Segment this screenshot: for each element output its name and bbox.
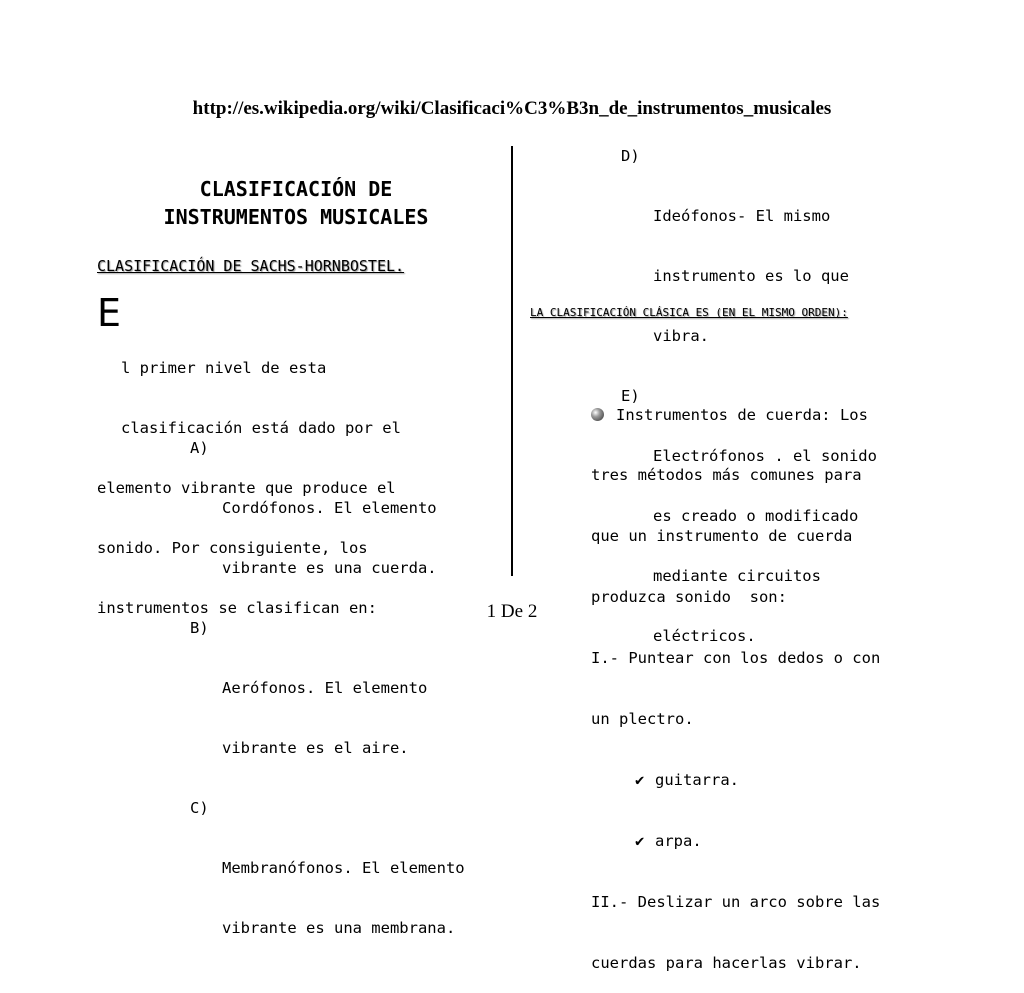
- list-item-line: vibrante es el aire.: [222, 739, 409, 757]
- list-marker: A): [190, 439, 209, 457]
- list-item-line: Cordófonos. El elemento: [222, 499, 437, 517]
- list-item-line: vibrante es una cuerda.: [222, 559, 437, 577]
- list-item-line: Ideófonos- El mismo: [653, 207, 831, 225]
- strings-line: un plectro.: [591, 710, 694, 729]
- intro-line: instrumentos se clasifican en:: [97, 599, 377, 617]
- intro-line: elemento vibrante que produce el: [97, 479, 396, 497]
- section-heading-classic: LA CLASIFICACIÓN CLÁSICA ES (EN EL MISMO ORDEN):: [530, 306, 848, 319]
- strings-first-line: [591, 405, 931, 425]
- list-item: [190, 618, 465, 798]
- intro-line: sonido. Por consiguiente, los: [97, 539, 368, 557]
- check-item-label: guitarra.: [655, 770, 739, 789]
- list-item-line: Aerófonos. El elemento: [222, 679, 428, 697]
- list-item-line: Membranófonos. El elemento: [222, 859, 465, 877]
- check-item: [591, 831, 931, 851]
- list-item-line: eléctricos.: [653, 627, 756, 645]
- list-item-line: Electrófonos . el sonido: [653, 447, 877, 465]
- list-item: [190, 438, 465, 618]
- title-line-1: CLASIFICACIÓN DE: [199, 177, 393, 201]
- source-url: http://es.wikipedia.org/wiki/Clasificaci%C3%B3n_de_instrumentos_musicales: [192, 98, 832, 119]
- sphere-bullet-icon: [591, 408, 604, 421]
- strings-line: II.- Deslizar un arco sobre las: [591, 892, 881, 911]
- page-title: [96, 175, 496, 231]
- check-item-label: arpa.: [655, 831, 702, 850]
- strings-line: que un instrumento de cuerda: [591, 527, 853, 546]
- column-divider: [511, 146, 513, 576]
- drop-cap: E: [97, 291, 122, 335]
- string-instruments-paragraph: [591, 364, 931, 993]
- section-heading-sachs-hornbostel: CLASIFICACIÓN DE SACHS-HORNBOSTEL.: [97, 257, 405, 275]
- list-marker: D): [621, 147, 640, 165]
- list-marker: E): [621, 387, 640, 405]
- strings-line: Instrumentos de cuerda: Los: [616, 405, 868, 424]
- list-item-line: es creado o modificado: [653, 507, 859, 525]
- strings-line: tres métodos más comunes para: [591, 466, 862, 485]
- intro-line: clasificación está dado por el: [121, 419, 401, 437]
- strings-line: I.- Puntear con los dedos o con: [591, 649, 881, 668]
- checkmark-icon: ✔: [635, 770, 645, 789]
- title-line-2: INSTRUMENTOS MUSICALES: [163, 205, 429, 229]
- list-item-line: vibra.: [653, 327, 709, 345]
- check-item: [591, 770, 931, 790]
- list-item-line: mediante circuitos: [653, 567, 821, 585]
- classification-list-left: [190, 438, 465, 978]
- list-item: [190, 798, 465, 978]
- list-marker: C): [190, 799, 209, 817]
- list-item-line: instrumento es lo que: [653, 267, 849, 285]
- page-number: 1 De 2: [486, 601, 538, 622]
- strings-line: produzca sonido son:: [591, 588, 787, 607]
- intro-line: l primer nivel de esta: [121, 359, 327, 377]
- strings-line: cuerdas para hacerlas vibrar.: [591, 953, 862, 972]
- list-item-line: vibrante es una membrana.: [222, 919, 456, 937]
- list-item: [621, 146, 877, 386]
- checkmark-icon: ✔: [635, 831, 645, 850]
- list-marker: B): [190, 619, 209, 637]
